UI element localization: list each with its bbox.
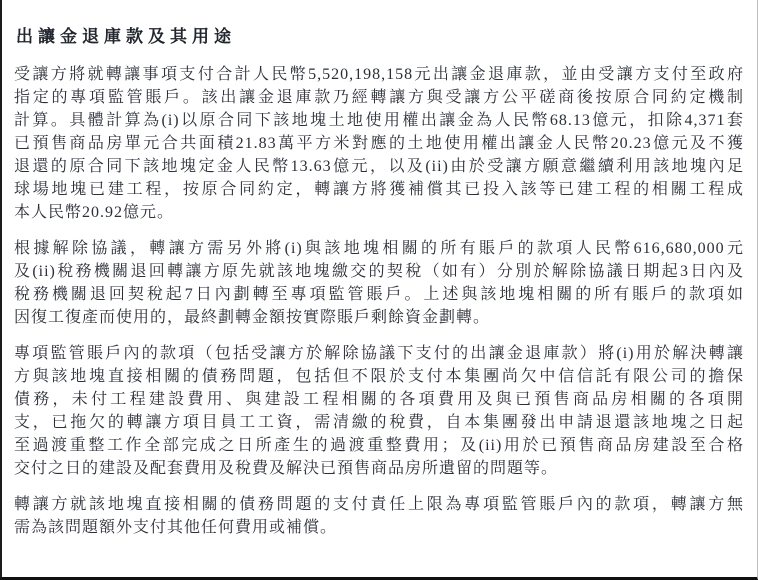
text-line: 及(ii)稅務機關退回轉讓方原先就該地塊繳交的契稅（如有）分別於解除協議日期起3日內及 xyxy=(14,263,744,280)
paragraph xyxy=(14,237,744,329)
text-line: 指定的專項監管賬戶。該出讓金退庫款乃經轉讓方與受讓方公平磋商後按原合同約定機制 xyxy=(14,89,744,106)
paragraph xyxy=(14,342,744,480)
text-line: 方與該地塊直接相關的債務問題，包括但不限於支付本集團尚欠中信信託有限公司的擔保 xyxy=(14,368,744,385)
text-line: 根據解除協議，轉讓方需另外將(i)與該地塊相關的所有賬戶的款項人民幣616,680,000元 xyxy=(14,240,744,257)
paragraph xyxy=(14,493,744,539)
text-line: 因復工復產而使用的，最終劃轉金額按實際賬戶剩餘資金劃轉。 xyxy=(14,309,491,326)
text-line: 退還的原合同下該地塊定金人民幣13.63億元，以及(ii)由於受讓方願意繼續利用該地塊內足 xyxy=(14,158,744,175)
document-body xyxy=(14,63,744,539)
text-line: 需為該問題額外支付其他任何費用或補償。 xyxy=(14,519,338,536)
text-line: 受讓方將就轉讓事項支付合計人民幣5,520,198,158元出讓金退庫款，並由受讓方支付至政府 xyxy=(14,66,744,83)
text-line: 債務，未付工程建設費用、與建設工程相關的各項費用及與已預售商品房相關的各項開 xyxy=(14,391,744,408)
text-line: 支，已拖欠的轉讓方項目員工工資，需清繳的稅費，自本集團發出申請退還該地塊之日起 xyxy=(14,414,744,431)
text-line: 轉讓方就該地塊直接相關的債務問題的支付責任上限為專項監管賬戶內的款項，轉讓方無 xyxy=(14,496,744,513)
text-line: 已預售商品房單元合共面積21.83萬平方米對應的土地使用權出讓金人民幣20.23億元及不獲 xyxy=(14,135,744,152)
text-line: 專項監管賬戶內的款項（包括受讓方於解除協議下支付的出讓金退庫款）將(i)用於解決轉讓 xyxy=(14,345,744,362)
text-line: 至過渡重整工作全部完成之日所產生的過渡重整費用；及(ii)用於已預售商品房建設至合格 xyxy=(14,437,744,454)
text-line: 稅務機關退回契稅起7日內劃轉至專項監管賬戶。上述與該地塊相關的所有賬戶的款項如 xyxy=(14,286,744,303)
text-line: 球場地塊已建工程，按原合同約定，轉讓方將獲補償其已投入該等已建工程的相關工程成 xyxy=(14,181,744,198)
text-line: 計算。具體計算為(i)以原合同下該地塊土地使用權出讓金為人民幣68.13億元，扣除4,371套 xyxy=(14,112,744,129)
paragraph xyxy=(14,63,744,224)
text-line: 交付之日的建設及配套費用及稅費及解決已預售商品房所遺留的問題等。 xyxy=(14,460,559,477)
text-line: 本人民幣20.92億元。 xyxy=(14,204,175,221)
section-heading: 出讓金退庫款及其用途 xyxy=(16,27,236,46)
